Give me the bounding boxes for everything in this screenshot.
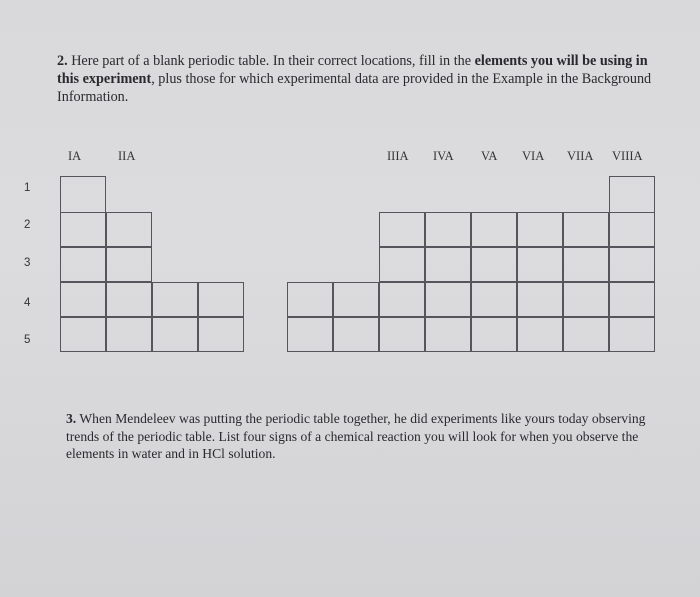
table-cell [517,212,563,247]
table-cell [287,317,333,352]
table-cell [106,317,152,352]
table-cell [60,317,106,352]
group-label-iva: IVA [433,149,454,163]
table-cell [333,317,379,352]
table-cell [471,212,517,247]
table-cell [471,247,517,282]
question-2-number: 2. [57,53,68,69]
table-cell [152,282,198,317]
period-label-1: 1 [24,182,31,194]
group-label-iia: IIA [118,149,136,163]
period-label-4: 4 [24,297,31,309]
table-cell [60,176,106,213]
table-cell [563,247,609,282]
table-cell [106,212,152,247]
table-cell [471,317,517,352]
question-3 [66,410,666,463]
table-cell [106,282,152,317]
group-label-ia: IA [68,149,82,163]
table-cell [517,317,563,352]
table-cell [425,247,471,282]
table-cell [425,317,471,352]
table-cell [563,282,609,317]
table-cell [198,317,244,352]
group-label-via: VIA [522,149,545,163]
table-cell [609,212,655,247]
question-3-text: When Mendeleev was putting the periodic table together, he did experiments like yours today observing trends of the periodic table. List four signs of a chemical reaction you will look for when you observe the elements in water and in HCl solution. [66,411,646,461]
group-label-viia: VIIA [567,149,594,163]
period-label-3: 3 [24,257,31,269]
table-cell [60,282,106,317]
table-cell [563,212,609,247]
period-label-5: 5 [24,334,31,346]
table-cell [379,212,425,247]
table-cell [106,247,152,282]
table-cell [563,317,609,352]
table-cell [379,317,425,352]
table-cell [152,317,198,352]
table-cell [60,212,106,247]
table-cell [198,282,244,317]
table-cell [471,282,517,317]
table-cell [379,282,425,317]
question-2-text-a: Here part of a blank periodic table. In their correct locations, fill in the [67,53,475,69]
question-2 [57,52,657,106]
question-2-bold-phrase: elements you will be using in this experiment [57,53,648,87]
table-cell [609,317,655,352]
table-cell [425,212,471,247]
table-cell [287,282,333,317]
table-cell [609,247,655,282]
group-label-va: VA [481,149,498,163]
table-cell [517,282,563,317]
table-cell [60,247,106,282]
question-2-text-b: , plus those for which experimental data are provided in the Example in the Background Information. [57,71,652,105]
period-label-2: 2 [24,219,31,231]
table-cell [517,247,563,282]
table-cell [609,176,655,213]
group-label-iiia: IIIA [387,149,409,163]
question-3-number: 3. [66,411,77,426]
group-label-viiia: VIIIA [612,149,643,163]
table-cell [333,282,379,317]
table-cell [379,247,425,282]
table-cell [425,282,471,317]
table-cell [609,282,655,317]
